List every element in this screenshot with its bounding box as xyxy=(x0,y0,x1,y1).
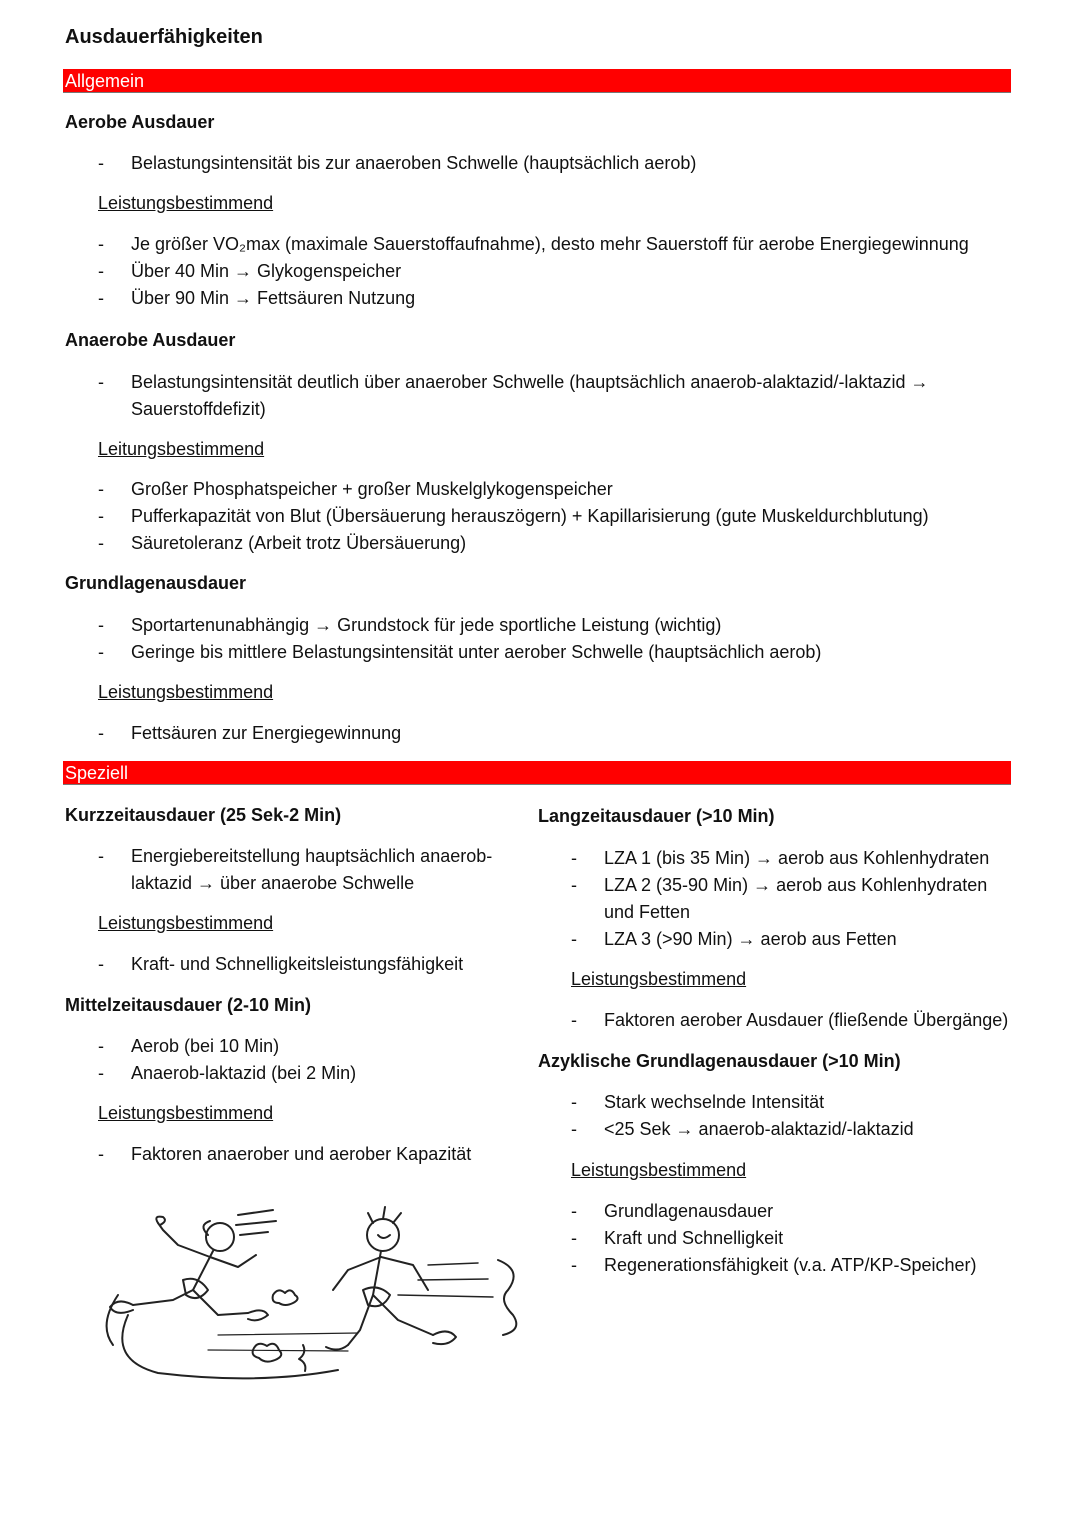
heading-azyklische-grundlagenausdauer: Azyklische Grundlagenausdauer (>10 Min) xyxy=(538,1051,901,1071)
heading-anaerobe-ausdauer: Anaerobe Ausdauer xyxy=(65,330,236,350)
list-item: - Säuretoleranz (Arbeit trotz Übersäuerung) xyxy=(98,530,998,557)
list-item: - LZA 3 (>90 Min) → aerob aus Fetten xyxy=(571,926,1011,953)
subheading-grundlagen-leistungsbestimmend: Leistungsbestimmend xyxy=(98,682,274,702)
heading-grundlagenausdauer: Grundlagenausdauer xyxy=(65,573,247,593)
list-mittelzeit xyxy=(98,1033,518,1087)
heading-kurzzeitausdauer: Kurzzeitausdauer (25 Sek-2 Min) xyxy=(65,805,342,825)
heading-langzeitausdauer: Langzeitausdauer (>10 Min) xyxy=(538,806,775,826)
list-grundlagen xyxy=(98,612,998,666)
list-item: - Anaerob-laktazid (bei 2 Min) xyxy=(98,1060,518,1087)
list-item: - Energiebereitstellung hauptsächlich anaerob-laktazid → über anaerobe Schwelle xyxy=(98,843,498,897)
list-langzeit xyxy=(571,845,1011,953)
heading-aerobe-ausdauer: Aerobe Ausdauer xyxy=(65,112,215,132)
subheading-kurzzeit-leistungsbestimmend: Leistungsbestimmend xyxy=(98,913,274,933)
subheading-anaerobe-leitungsbestimmend: Leitungsbestimmend xyxy=(98,439,265,459)
subheading-aerobe-leistungsbestimmend: Leistungsbestimmend xyxy=(98,193,274,213)
running-cartoon-illustration xyxy=(98,1195,528,1385)
list-mittelzeit-leistung xyxy=(98,1141,518,1168)
list-item: - LZA 1 (bis 35 Min) → aerob aus Kohlenhydraten xyxy=(571,845,1011,872)
list-item: - Je größer VO₂max (maximale Sauerstoffaufnahme), desto mehr Sauerstoff für aerobe Energiegewinnung xyxy=(98,231,998,258)
list-item: - Belastungsintensität bis zur anaeroben Schwelle (hauptsächlich aerob) xyxy=(98,150,998,177)
list-item: - Fettsäuren zur Energiegewinnung xyxy=(98,720,998,747)
list-item: - Geringe bis mittlere Belastungsintensität unter aerober Schwelle (hauptsächlich aerob) xyxy=(98,639,998,666)
list-kurzzeit xyxy=(98,843,498,897)
section-bar-speziell: Speziell xyxy=(63,761,1011,785)
subheading-mittelzeit-leistungsbestimmend: Leistungsbestimmend xyxy=(98,1103,274,1123)
page-title: Ausdauerfähigkeiten xyxy=(65,26,263,48)
list-anaerobe-leistung xyxy=(98,476,998,557)
list-item: - Faktoren aerober Ausdauer (fließende Übergänge) xyxy=(571,1007,1031,1034)
list-azyklisch-leistung xyxy=(571,1198,1011,1279)
list-langzeit-leistung xyxy=(571,1007,1031,1034)
list-aerobe-leistung xyxy=(98,231,998,312)
list-item: - Kraft- und Schnelligkeitsleistungsfähigkeit xyxy=(98,951,518,978)
list-azyklisch xyxy=(571,1089,1011,1143)
list-kurzzeit-leistung xyxy=(98,951,518,978)
list-item: - Aerob (bei 10 Min) xyxy=(98,1033,518,1060)
list-item: - Stark wechselnde Intensität xyxy=(571,1089,1011,1116)
list-item: - Faktoren anaerober und aerober Kapazität xyxy=(98,1141,518,1168)
list-item: - Kraft und Schnelligkeit xyxy=(571,1225,1011,1252)
list-item: - LZA 2 (35-90 Min) → aerob aus Kohlenhydraten und Fetten xyxy=(571,872,1011,926)
list-item: - Grundlagenausdauer xyxy=(571,1198,1011,1225)
list-item: - Belastungsintensität deutlich über anaerober Schwelle (hauptsächlich anaerob-alaktazid/-laktazid → Sauerstoffdefizit) xyxy=(98,369,958,423)
section-bar-allgemein: Allgemein xyxy=(63,69,1011,93)
list-item: - Großer Phosphatspeicher + großer Muskelglykogenspeicher xyxy=(98,476,998,503)
list-item: - <25 Sek → anaerob-alaktazid/-laktazid xyxy=(571,1116,1011,1143)
list-item: - Regenerationsfähigkeit (v.a. ATP/KP-Speicher) xyxy=(571,1252,1011,1279)
list-item: - Über 90 Min → Fettsäuren Nutzung xyxy=(98,285,998,312)
list-anaerobe xyxy=(98,369,958,423)
list-item: - Pufferkapazität von Blut (Übersäuerung herauszögern) + Kapillarisierung (gute Muskeldurchblutung) xyxy=(98,503,998,530)
list-aerobe xyxy=(98,150,998,177)
list-grundlagen-leistung xyxy=(98,720,998,747)
list-item: - Sportartenunabhängig → Grundstock für jede sportliche Leistung (wichtig) xyxy=(98,612,998,639)
subheading-azyklisch-leistungsbestimmend: Leistungsbestimmend xyxy=(571,1160,747,1180)
list-item: - Über 40 Min → Glykogenspeicher xyxy=(98,258,998,285)
heading-mittelzeitausdauer: Mittelzeitausdauer (2-10 Min) xyxy=(65,995,312,1015)
subheading-langzeit-leistungsbestimmend: Leistungsbestimmend xyxy=(571,969,747,989)
